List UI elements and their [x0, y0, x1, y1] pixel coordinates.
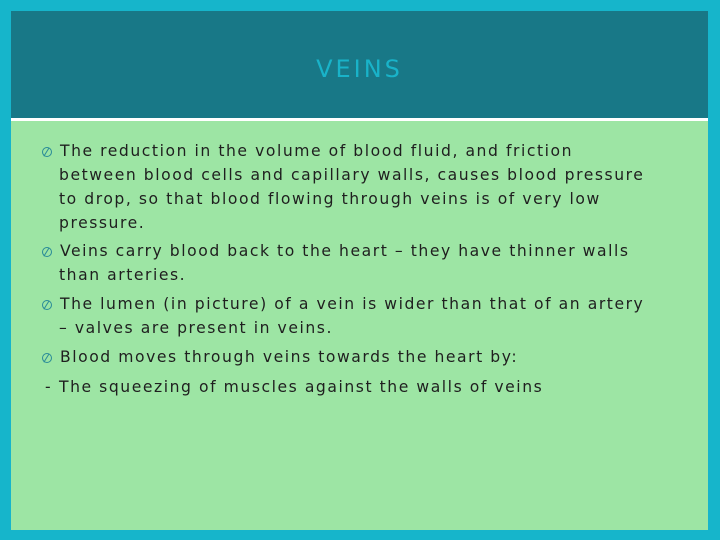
- bullet-circle-icon: [42, 300, 52, 310]
- bullet-line: pressure.: [59, 214, 146, 232]
- slide-title: VEINS: [316, 55, 403, 83]
- sub-item-dash: -: [45, 378, 51, 396]
- bullet-line: The reduction in the volume of blood fluid, and friction: [60, 142, 574, 160]
- bullet-line: between blood cells and capillary walls, causes blood pressure: [59, 166, 645, 184]
- bullet-line: Blood moves through veins towards the heart by:: [60, 348, 519, 366]
- bullet-line: The lumen (in picture) of a vein is wider than that of an artery: [60, 295, 645, 313]
- bullet-line: to drop, so that blood flowing through veins is of very low: [59, 190, 601, 208]
- title-band: [11, 11, 708, 118]
- bullet-line: than arteries.: [59, 266, 187, 284]
- sub-item-text: The squeezing of muscles against the walls of veins: [59, 378, 544, 396]
- bullet-line: Veins carry blood back to the heart – they have thinner walls: [60, 242, 630, 260]
- bullet-circle-icon: [42, 147, 52, 157]
- bullet-circle-icon: [42, 247, 52, 257]
- bullet-circle-icon: [42, 353, 52, 363]
- bullet-line: – valves are present in veins.: [59, 319, 333, 337]
